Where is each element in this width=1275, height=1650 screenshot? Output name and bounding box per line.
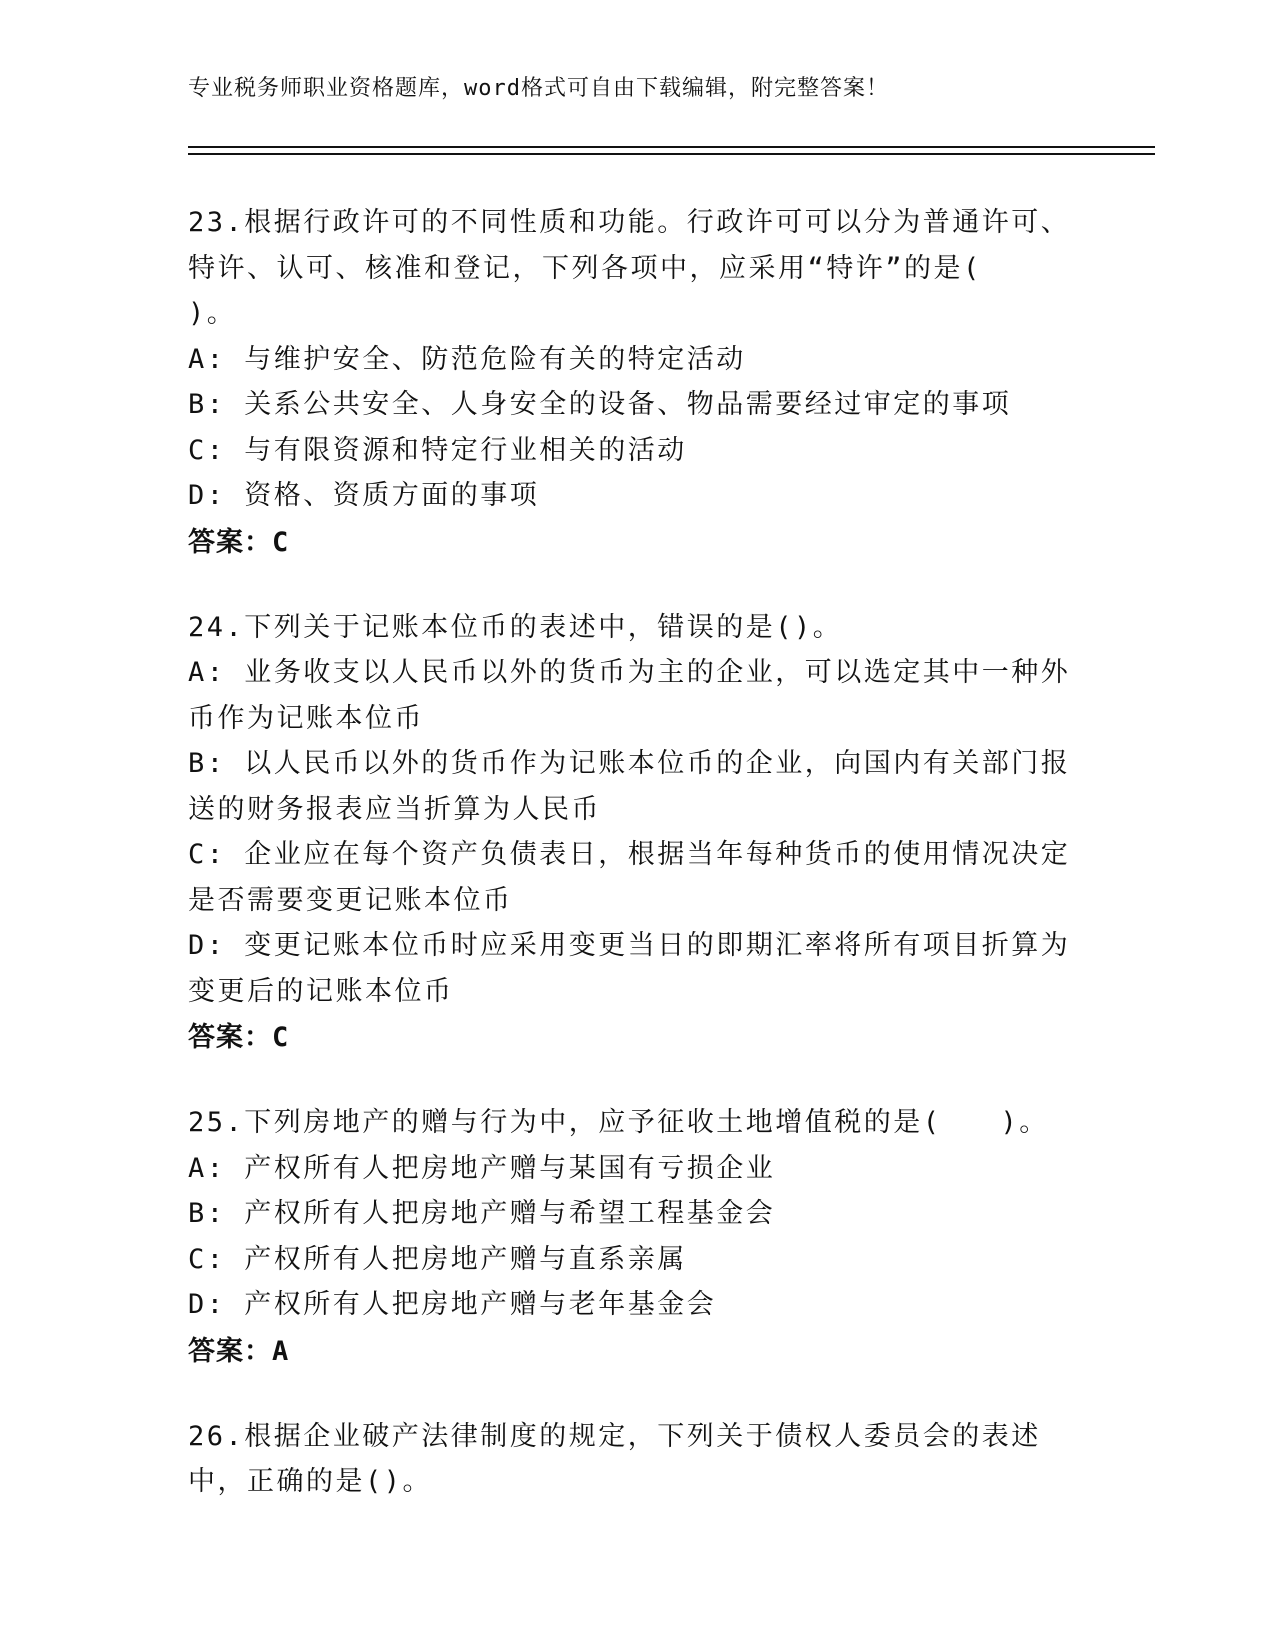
question-stem: 25.下列房地产的赠与行为中，应予征收土地增值税的是( )。 xyxy=(188,1107,1049,1138)
question-25 xyxy=(188,1100,1078,1376)
option-b: B: 关系公共安全、人身安全的设备、物品需要经过审定的事项 xyxy=(188,389,1012,420)
option-c: C: 与有限资源和特定行业相关的活动 xyxy=(188,434,687,466)
option-a: A: 业务收支以人民币以外的货币为主的企业，可以选定其中一种外币作为记账本位币 xyxy=(188,657,1071,734)
question-list xyxy=(188,200,1078,1543)
option-c: C: 产权所有人把房地产赠与直系亲属 xyxy=(188,1243,687,1275)
answer: 答案：A xyxy=(188,1335,290,1367)
option-b: B: 以人民币以外的货币作为记账本位币的企业，向国内有关部门报送的财务报表应当折算为人民币 xyxy=(188,748,1071,825)
answer: 答案：C xyxy=(188,526,290,558)
option-d: D: 变更记账本位币时应采用变更当日的即期汇率将所有项目折算为变更后的记账本位币 xyxy=(188,930,1071,1007)
option-a: A: 产权所有人把房地产赠与某国有亏损企业 xyxy=(188,1152,776,1184)
option-a: A: 与维护安全、防范危险有关的特定活动 xyxy=(188,343,746,375)
page-header: 专业税务师职业资格题库，word格式可自由下载编辑，附完整答案！ xyxy=(188,76,889,101)
question-stem: 24.下列关于记账本位币的表述中，错误的是()。 xyxy=(188,611,843,643)
option-b: B: 产权所有人把房地产赠与希望工程基金会 xyxy=(188,1198,776,1229)
option-c: C: 企业应在每个资产负债表日，根据当年每种货币的使用情况决定是否需要变更记账本位币 xyxy=(188,839,1071,916)
answer: 答案：C xyxy=(188,1022,290,1053)
question-23 xyxy=(188,200,1078,567)
option-d: D: 资格、资质方面的事项 xyxy=(188,480,540,511)
option-d: D: 产权所有人把房地产赠与老年基金会 xyxy=(188,1289,717,1320)
question-stem: 26.根据企业破产法律制度的规定，下列关于债权人委员会的表述中，正确的是()。 xyxy=(188,1420,1041,1497)
question-24 xyxy=(188,605,1078,1063)
question-stem: 23.根据行政许可的不同性质和功能。行政许可可以分为普通许可、特许、认可、核准和登记，下列各项中，应采用“特许”的是( )。 xyxy=(188,207,1071,329)
header-double-rule xyxy=(188,146,1155,155)
question-26 xyxy=(188,1414,1078,1505)
